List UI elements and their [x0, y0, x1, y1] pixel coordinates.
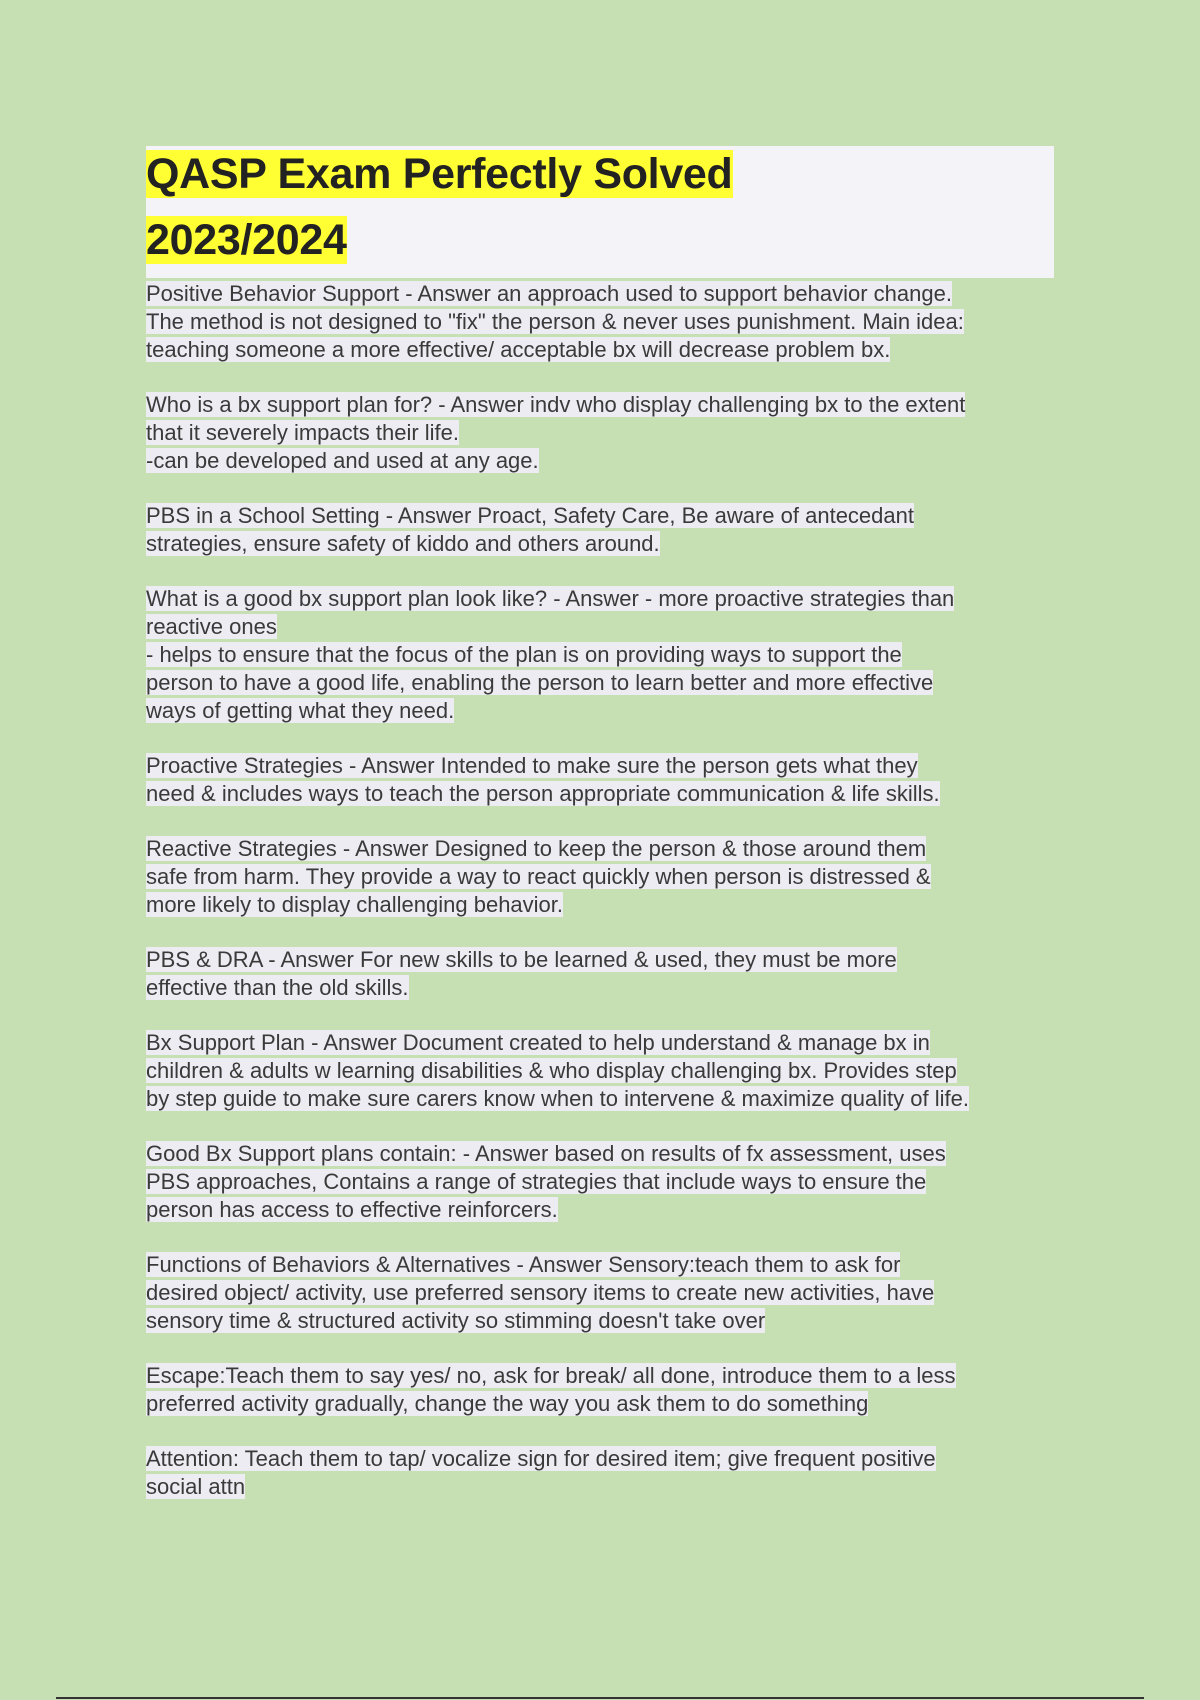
entry-text-line: Who is a bx support plan for? - Answer indv who display challenging bx to the extent — [146, 392, 966, 417]
qa-entry — [146, 1362, 1054, 1418]
qa-entry — [146, 946, 1054, 1002]
entry-text-line: What is a good bx support plan look like? - Answer - more proactive strategies than — [146, 586, 955, 611]
entry-text-line: person to have a good life, enabling the person to learn better and more effective — [146, 670, 934, 695]
entry-text-line: The method is not designed to "fix" the person & never uses punishment. Main idea: — [146, 309, 964, 334]
qa-entry — [146, 391, 1054, 475]
entry-text-line: person has access to effective reinforcers. — [146, 1197, 558, 1222]
qa-entry — [146, 752, 1054, 808]
qa-entry — [146, 280, 1054, 364]
qa-entry — [146, 585, 1054, 725]
qa-entries — [146, 280, 1054, 1501]
entry-text-line: teaching someone a more effective/ acceptable bx will decrease problem bx. — [146, 337, 891, 362]
qa-entry — [146, 1251, 1054, 1335]
entry-text-line: strategies, ensure safety of kiddo and others around. — [146, 531, 660, 556]
document-title — [146, 146, 1054, 278]
entry-text-line: Good Bx Support plans contain: - Answer based on results of fx assessment, uses — [146, 1141, 946, 1166]
title-line-1: QASP Exam Perfectly Solved — [146, 150, 733, 198]
qa-entry — [146, 502, 1054, 558]
entry-text-line: ways of getting what they need. — [146, 698, 455, 723]
entry-text-line: safe from harm. They provide a way to react quickly when person is distressed & — [146, 864, 931, 889]
entry-text-line: desired object/ activity, use preferred sensory items to create new activities, have — [146, 1280, 935, 1305]
entry-text-line: -can be developed and used at any age. — [146, 448, 539, 473]
entry-text-line: need & includes ways to teach the person appropriate communication & life skills. — [146, 781, 940, 806]
entry-text-line: by step guide to make sure carers know when to intervene & maximize quality of life. — [146, 1086, 969, 1111]
qa-entry — [146, 1029, 1054, 1113]
document-page — [146, 146, 1054, 1528]
entry-text-line: children & adults w learning disabilities & who display challenging bx. Provides step — [146, 1058, 957, 1083]
entry-text-line: social attn — [146, 1474, 246, 1499]
entry-text-line: PBS & DRA - Answer For new skills to be learned & used, they must be more — [146, 947, 897, 972]
qa-entry — [146, 835, 1054, 919]
qa-entry — [146, 1140, 1054, 1224]
entry-text-line: Reactive Strategies - Answer Designed to keep the person & those around them — [146, 836, 927, 861]
entry-text-line: reactive ones — [146, 614, 277, 639]
entry-text-line: Attention: Teach them to tap/ vocalize sign for desired item; give frequent positive — [146, 1446, 936, 1471]
entry-text-line: PBS in a School Setting - Answer Proact, Safety Care, Be aware of antecedant — [146, 503, 914, 528]
footer-divider — [56, 1697, 1144, 1699]
entry-text-line: effective than the old skills. — [146, 975, 409, 1000]
entry-text-line: Functions of Behaviors & Alternatives - Answer Sensory:teach them to ask for — [146, 1252, 901, 1277]
entry-text-line: Bx Support Plan - Answer Document created to help understand & manage bx in — [146, 1030, 930, 1055]
entry-text-line: more likely to display challenging behavior. — [146, 892, 564, 917]
entry-text-line: PBS approaches, Contains a range of strategies that include ways to ensure the — [146, 1169, 927, 1194]
entry-text-line: that it severely impacts their life. — [146, 420, 460, 445]
entry-text-line: preferred activity gradually, change the way you ask them to do something — [146, 1391, 869, 1416]
entry-text-line: Proactive Strategies - Answer Intended to make sure the person gets what they — [146, 753, 918, 778]
entry-text-line: sensory time & structured activity so stimming doesn't take over — [146, 1308, 766, 1333]
qa-entry — [146, 1445, 1054, 1501]
entry-text-line: Positive Behavior Support - Answer an approach used to support behavior change. — [146, 281, 952, 306]
entry-text-line: - helps to ensure that the focus of the plan is on providing ways to support the — [146, 642, 902, 667]
title-line-2: 2023/2024 — [146, 216, 347, 264]
entry-text-line: Escape:Teach them to say yes/ no, ask for break/ all done, introduce them to a less — [146, 1363, 956, 1388]
